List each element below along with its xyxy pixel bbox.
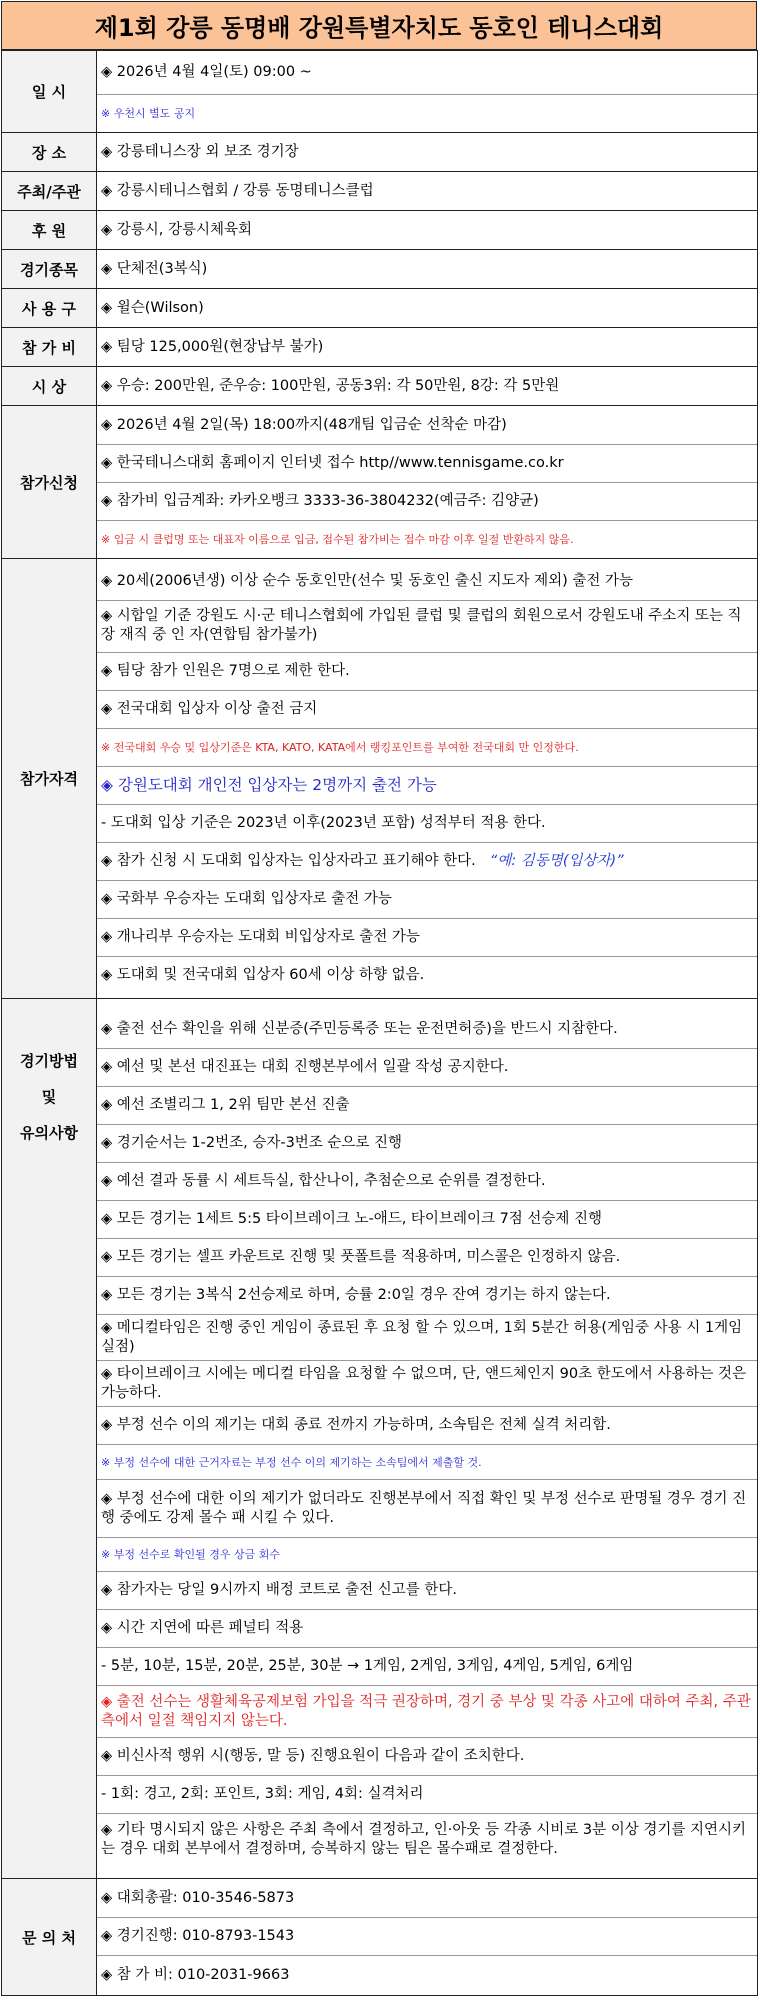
rules-line-12: ◈ 부정 선수에 대한 이의 제기가 없더라도 진행본부에서 직접 확인 및 부정 선수로 판명될 경우 경기 진행 중에도 강제 몰수 패 시킬 수 있다.: [97, 1480, 757, 1538]
contact-line-2: ◈ 경기진행: 010-8793-1543: [97, 1918, 757, 1956]
row-event: [2, 250, 758, 289]
row-fee: [2, 328, 758, 367]
qualify-example: “예: 김동명(입상자)”: [489, 852, 624, 869]
page-title: 제1회 강릉 동명배 강원특별자치도 동호인 테니스대회: [1, 1, 757, 50]
rules-line-13: ◈ 참가자는 당일 9시까지 배정 코트로 출전 신고를 한다.: [97, 1572, 757, 1610]
rules-line-14: ◈ 시간 지연에 따른 페널티 적용: [97, 1610, 757, 1648]
rules-line-2: ◈ 예선 및 본선 대진표는 대회 진행본부에서 일괄 작성 공지한다.: [97, 1049, 757, 1087]
header-sponsor: 후 원: [2, 211, 97, 250]
rules-line-17: ◈ 비신사적 행위 시(행동, 말 등) 진행요원이 다음과 같이 조치한다.: [97, 1738, 757, 1776]
row-date: [2, 51, 758, 133]
row-host: [2, 172, 758, 211]
qualify-line-8: ◈ 국화부 우승자는 도대회 입상자로 출전 가능: [97, 881, 757, 919]
host-line: ◈ 강릉시테니스협회 / 강릉 동명테니스클럽: [101, 182, 374, 199]
qualify-line-2: ◈ 시합일 기준 강원도 시·군 테니스협회에 가입된 클럽 및 클럽의 회원으로서 강원도내 주소지 또는 직장 재직 중 인 자(연합팀 참가불가): [97, 601, 757, 653]
rules-line-6: ◈ 모든 경기는 1세트 5:5 타이브레이크 노-애드, 타이브레이크 7점 선승제 진행: [97, 1201, 757, 1239]
qualify-line-10: ◈ 도대회 및 전국대회 입상자 60세 이상 하향 없음.: [101, 967, 425, 983]
rules-line-19: ◈ 기타 명시되지 않은 사항은 주최 측에서 결정하고, 인·아웃 등 각종 시비로 3분 이상 경기를 지연시키는 경우 대회 본부에서 결정하며, 승복하지 않는 팀은 몰수패로 결정한다.: [101, 1822, 747, 1857]
header-rules-1: 경기방법: [20, 1052, 78, 1070]
event-line: ◈ 단체전(3복식): [101, 260, 208, 277]
date-note: ※ 우천시 별도 공지: [101, 107, 196, 120]
rules-note-2: ※ 부정 선수로 확인될 경우 상금 회수: [97, 1538, 757, 1572]
venue-line: ◈ 강릉테니스장 외 보조 경기장: [101, 143, 299, 160]
header-rules-3: 유의사항: [20, 1124, 78, 1142]
rules-line-15: - 5분, 10분, 15분, 20분, 25분, 30분 → 1게임, 2게임, 3게임, 4게임, 5게임, 6게임: [97, 1648, 757, 1686]
rules-line-3: ◈ 예선 조별리그 1, 2위 팀만 본선 진출: [97, 1087, 757, 1125]
ball-line: ◈ 윌슨(Wilson): [101, 299, 204, 316]
info-table: [1, 50, 758, 1996]
qualify-line-1: ◈ 20세(2006년생) 이상 순수 동호인만(선수 및 동호인 출신 지도자 제외) 출전 가능: [97, 563, 757, 601]
fee-line: ◈ 팀당 125,000원(현장납부 불가): [101, 338, 324, 355]
row-contact: [2, 1879, 758, 1996]
rules-note-1: ※ 부정 선수에 대한 근거자료는 부정 선수 이의 제기하는 소속팀에서 제출할 것.: [97, 1445, 757, 1480]
prize-line: ◈ 우승: 200만원, 준우승: 100만원, 공동3위: 각 50만원, 8강: 각 5만원: [101, 377, 560, 394]
rules-line-7: ◈ 모든 경기는 셀프 카운트로 진행 및 풋폴트를 적용하며, 미스콜은 인정하지 않음.: [97, 1239, 757, 1277]
header-apply: 참가신청: [2, 406, 97, 559]
rules-line-4: ◈ 경기순서는 1-2번조, 승자-3번조 순으로 진행: [97, 1125, 757, 1163]
qualify-note: ※ 전국대회 우승 및 입상기준은 KTA, KATO, KATA에서 랭킹포인트를 부여한 전국대회 만 인정한다.: [97, 729, 757, 767]
rules-line-8: ◈ 모든 경기는 3복식 2선승제로 하며, 승률 2:0일 경우 잔여 경기는 하지 않는다.: [97, 1277, 757, 1315]
header-venue: 장 소: [2, 133, 97, 172]
contact-line-3: ◈ 참 가 비: 010-2031-9663: [101, 1966, 290, 1983]
qualify-line-9: ◈ 개나리부 우승자는 도대회 비입상자로 출전 가능: [97, 919, 757, 957]
qualify-line-7-text: ◈ 참가 신청 시 도대회 입상자는 입상자라고 표기해야 한다.: [101, 852, 476, 869]
apply-line-2: ◈ 한국테니스대회 홈페이지 인터넷 접수 http//www.tennisgame.co.kr: [97, 445, 757, 483]
date-line: ◈ 2026년 4월 4일(토) 09:00 ~: [97, 51, 757, 95]
rules-line-5: ◈ 예선 결과 동률 시 세트득실, 합산나이, 추첨순으로 순위를 결정한다.: [97, 1163, 757, 1201]
sponsor-line: ◈ 강릉시, 강릉시체육회: [101, 221, 253, 238]
qualify-line-3: ◈ 팀당 참가 인원은 7명으로 제한 한다.: [97, 653, 757, 691]
header-rules: [2, 999, 97, 1879]
row-venue: [2, 133, 758, 172]
apply-note: ※ 입금 시 클럽명 또는 대표자 이름으로 입금, 접수된 참가비는 접수 마감 이후 일절 반환하지 않음.: [101, 532, 574, 546]
header-host: 주최/주관: [2, 172, 97, 211]
row-rules: [2, 999, 758, 1879]
qualify-line-7: [97, 843, 757, 881]
rules-line-9: ◈ 메디컬타임은 진행 중인 게임이 종료된 후 요청 할 수 있으며, 1회 5분간 허용(게임중 사용 시 1게임 실점): [97, 1315, 757, 1361]
rules-line-1: ◈ 출전 선수 확인을 위해 신분증(주민등록증 또는 운전면허증)을 반드시 지참한다.: [97, 1011, 757, 1049]
row-qualify: [2, 559, 758, 999]
contact-line-1: ◈ 대회총괄: 010-3546-5873: [97, 1880, 757, 1918]
qualify-line-5: ◈ 강원도대회 개인전 입상자는 2명까지 출전 가능: [97, 767, 757, 805]
rules-line-10: ◈ 타이브레이크 시에는 메디컬 타임을 요청할 수 없으며, 단, 앤드체인지 90초 한도에서 사용하는 것은 가능하다.: [97, 1361, 757, 1407]
row-apply: [2, 406, 758, 559]
header-date: 일 시: [2, 51, 97, 133]
header-event: 경기종목: [2, 250, 97, 289]
header-contact: 문 의 처: [2, 1879, 97, 1996]
row-ball: [2, 289, 758, 328]
row-prize: [2, 367, 758, 406]
qualify-line-4: ◈ 전국대회 입상자 이상 출전 금지: [97, 691, 757, 729]
apply-line-3: ◈ 참가비 입금계좌: 카카오뱅크 3333-36-3804232(예금주: 김양균): [97, 483, 757, 521]
rules-line-11: ◈ 부정 선수 이의 제기는 대회 종료 전까지 가능하며, 소속팀은 전체 실격 처리함.: [97, 1407, 757, 1445]
qualify-line-6: - 도대회 입상 기준은 2023년 이후(2023년 포함) 성적부터 적용 한다.: [97, 805, 757, 843]
header-fee: 참 가 비: [2, 328, 97, 367]
row-sponsor: [2, 211, 758, 250]
header-ball: 사 용 구: [2, 289, 97, 328]
header-qualify: 참가자격: [2, 559, 97, 999]
rules-line-16: ◈ 출전 선수는 생활체육공제보험 가입을 적극 권장하며, 경기 중 부상 및 각종 사고에 대하여 주최, 주관 측에서 일절 책임지지 않는다.: [97, 1686, 757, 1738]
apply-line-1: ◈ 2026년 4월 2일(목) 18:00까지(48개팀 입금순 선착순 마감): [97, 407, 757, 445]
rules-line-18: - 1회: 경고, 2회: 포인트, 3회: 게임, 4회: 실격처리: [97, 1776, 757, 1814]
header-prize: 시 상: [2, 367, 97, 406]
header-rules-2: 및: [41, 1088, 57, 1106]
